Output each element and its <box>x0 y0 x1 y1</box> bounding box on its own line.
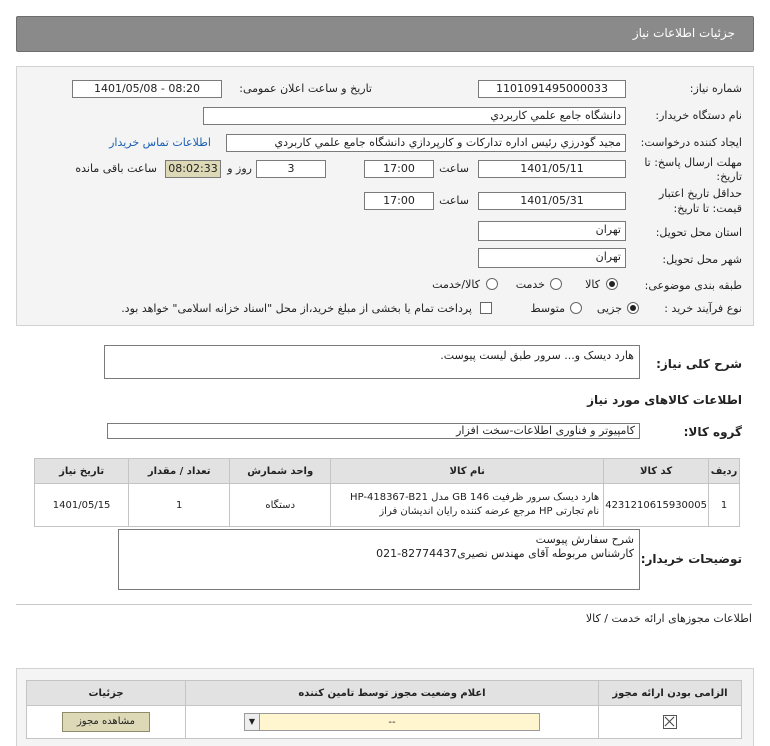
items-table <box>34 458 740 527</box>
creator-field: مجيد گودرزي رئيس اداره تداركات و كارپردازي دانشگاه جامع علمي كاربردي <box>226 134 626 152</box>
category-radio-both[interactable] <box>486 278 498 290</box>
purchase-radio-minor[interactable] <box>627 302 639 314</box>
validity-label-2: قیمت: تا تاریخ: <box>673 202 742 215</box>
licenses-table-header <box>27 681 742 706</box>
col-date: تاریخ نیاز <box>35 459 129 484</box>
remaining-time-field: 08:02:33 <box>165 160 221 178</box>
col-code: کد کالا <box>604 459 709 484</box>
category-option-goods: کالا <box>585 278 600 291</box>
days-field: 3 <box>256 160 326 178</box>
purchase-radio-medium[interactable] <box>570 302 582 314</box>
category-option-both: کالا/خدمت <box>432 278 480 291</box>
table-row <box>27 706 742 739</box>
treasury-payment-note: پرداخت تمام یا بخشی از مبلغ خرید،از محل "اسناد خزانه اسلامی" خواهد بود. <box>121 302 472 315</box>
buyer-notes-line-2: کارشناس مربوطه آقای مهندس نصیری82774437-021 <box>376 547 634 560</box>
cell-qty: 1 <box>129 484 230 527</box>
buyer-notes-field <box>118 529 640 590</box>
col-license-details: جزئیات <box>27 681 186 706</box>
purchase-option-minor: جزیی <box>596 302 622 315</box>
goods-group-label: گروه کالا: <box>683 425 742 439</box>
buyer-contact-link[interactable]: اطلاعات تماس خریدار <box>109 136 211 149</box>
remaining-label: ساعت باقی مانده <box>75 162 157 175</box>
goods-group-field: کامپیوتر و فناوری اطلاعات-سخت افزار <box>107 423 640 439</box>
buyer-field: دانشگاه جامع علمي كاربردي <box>203 107 626 125</box>
col-license-required: الزامی بودن ارائه مجوز <box>599 681 742 706</box>
treasury-payment-checkbox[interactable] <box>480 302 492 314</box>
category-label: طبقه بندی موضوعی: <box>644 279 742 292</box>
col-license-status: اعلام وضعیت مجوز توسط تامین کننده <box>186 681 599 706</box>
table-row <box>35 484 740 527</box>
validity-time-label: ساعت <box>439 194 469 207</box>
cell-name: هارد دیسک سرور ظرفیت 146 GB مدل HP-418367-B21 نام تجارتی HP مرجع عرضه کننده رایان اندیشان فراز <box>331 484 604 527</box>
category-radio-service[interactable] <box>550 278 562 290</box>
license-status-select[interactable] <box>244 713 540 731</box>
goods-section-title: اطلاعات کالاهای مورد نیاز <box>587 393 742 407</box>
validity-label-1: حداقل تاریخ اعتبار <box>658 187 742 200</box>
licenses-table <box>26 680 742 739</box>
validity-date-field: 1401/05/31 <box>478 192 626 210</box>
send-date-field: 1401/05/11 <box>478 160 626 178</box>
licenses-title: اطلاعات مجوزهای ارائه خدمت / کالا <box>585 612 752 625</box>
required-checkbox-icon <box>663 715 677 729</box>
cell-row: 1 <box>709 484 740 527</box>
license-details-cell <box>27 706 186 739</box>
col-qty: تعداد / مقدار <box>129 459 230 484</box>
province-field: تهران <box>478 221 626 241</box>
buyer-notes-line-1: شرح سفارش پیوست <box>535 533 634 546</box>
divider <box>16 604 752 605</box>
need-number-label: شماره نیاز: <box>689 82 742 95</box>
announce-field: 1401/05/08 - 08:20 <box>72 80 222 98</box>
days-label: روز و <box>227 162 252 175</box>
city-field: تهران <box>478 248 626 268</box>
license-required-cell <box>599 706 742 739</box>
cell-date: 1401/05/15 <box>35 484 129 527</box>
description-label: شرح کلی نیاز: <box>656 357 742 371</box>
province-label: استان محل تحویل: <box>655 226 742 239</box>
license-status-value: -- <box>388 717 396 728</box>
items-table-header <box>35 459 740 484</box>
col-row: ردیف <box>709 459 740 484</box>
dropdown-arrow-icon[interactable]: ▼ <box>245 714 260 730</box>
need-number-field: 1101091495000033 <box>478 80 626 98</box>
description-field: هارد دیسک و... سرور طبق لیست پیوست. <box>104 345 640 379</box>
send-time-field: 17:00 <box>364 160 434 178</box>
purchase-type-label: نوع فرآیند خرید : <box>664 302 742 315</box>
col-name: نام کالا <box>331 459 604 484</box>
category-radio-goods[interactable] <box>606 278 618 290</box>
buyer-notes-label: توضیحات خریدار: <box>640 552 742 566</box>
view-license-button[interactable]: مشاهده مجوز <box>62 712 150 732</box>
page-header <box>16 16 754 52</box>
cell-unit: دستگاه <box>230 484 331 527</box>
validity-time-field: 17:00 <box>364 192 434 210</box>
city-label: شهر محل تحویل: <box>662 253 742 266</box>
col-unit: واحد شمارش <box>230 459 331 484</box>
license-status-cell <box>186 706 599 739</box>
send-time-label: ساعت <box>439 162 469 175</box>
buyer-label: نام دستگاه خریدار: <box>655 109 742 122</box>
creator-label: ایجاد کننده درخواست: <box>640 136 742 149</box>
category-option-service: خدمت <box>515 278 545 291</box>
purchase-option-medium: متوسط <box>530 302 565 315</box>
send-deadline-label: مهلت ارسال پاسخ: تا تاریخ: <box>644 156 742 183</box>
page-title: جزئیات اطلاعات نیاز <box>632 26 735 40</box>
announce-label: تاریخ و ساعت اعلان عمومی: <box>239 82 372 95</box>
cell-code: 4231210615930005 <box>604 484 709 527</box>
